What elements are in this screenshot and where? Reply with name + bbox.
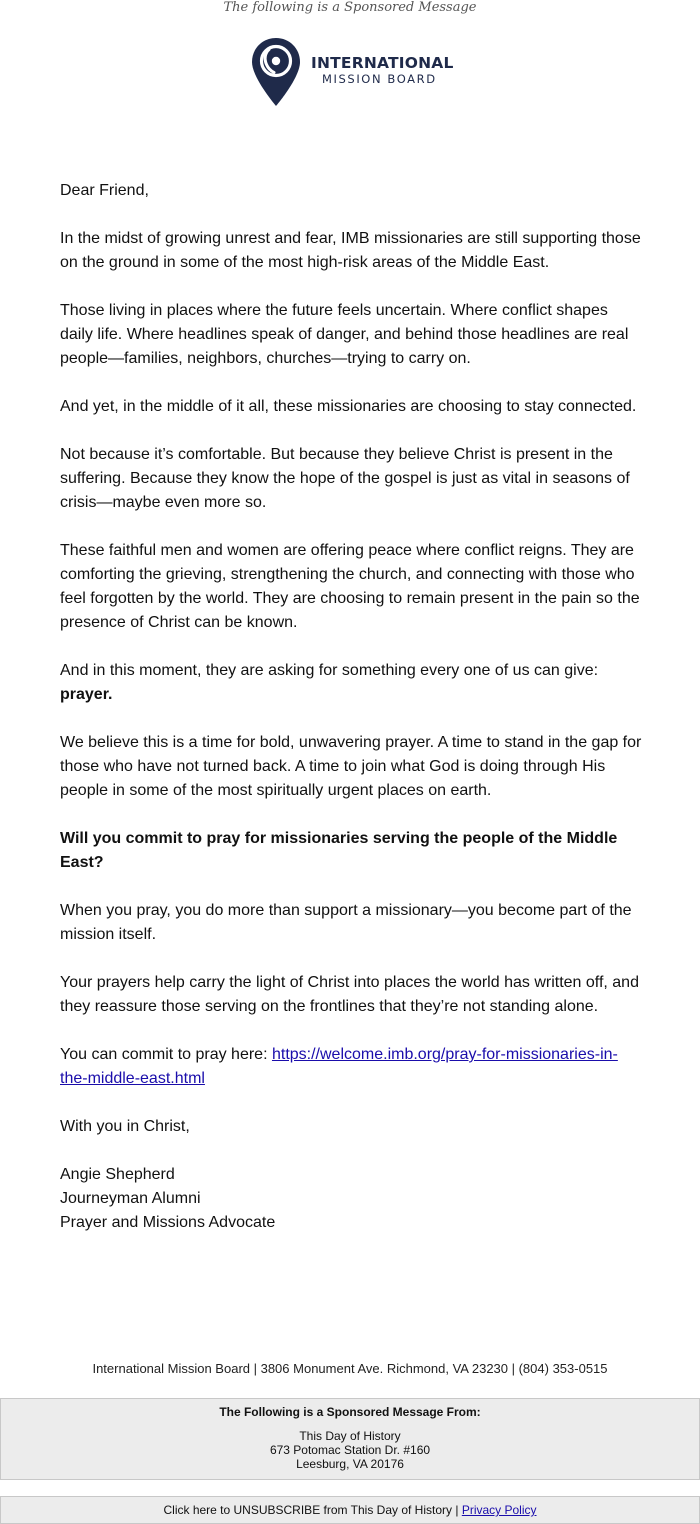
logo-subtitle: MISSION BOARD bbox=[322, 72, 437, 86]
signature-title-2: Prayer and Missions Advocate bbox=[60, 1214, 276, 1231]
sponsor-box bbox=[0, 1398, 700, 1480]
paragraph-6-text: And in this moment, they are asking for something every one of us can give: bbox=[60, 662, 599, 679]
sponsor-name: This Day of History bbox=[299, 1429, 401, 1443]
paragraph-6 bbox=[60, 659, 645, 707]
letter-body bbox=[60, 179, 645, 1235]
sponsor-city: Leesburg, VA 20176 bbox=[296, 1457, 404, 1471]
privacy-policy-link[interactable]: Privacy Policy bbox=[461, 1503, 537, 1517]
sponsored-message-note: The following is a Sponsored Message bbox=[223, 0, 477, 15]
imb-logo[interactable] bbox=[251, 37, 461, 107]
logo-title: INTERNATIONAL bbox=[311, 54, 454, 72]
unsubscribe-bar bbox=[0, 1496, 700, 1524]
paragraph-4: Not because it’s comfortable. But because they believe Christ is present in the suffering. Because they know the hope of the gospel is just as vital in seasons of crisis—maybe even more so. bbox=[60, 446, 630, 511]
paragraph-2: Those living in places where the future feels uncertain. Where conflict shapes daily life. Where headlines speak of danger, and behind those headlines are real people—families, neighbors, churches—trying to carry on. bbox=[60, 302, 629, 367]
prayer-emphasis: prayer. bbox=[60, 686, 113, 703]
call-to-action-question bbox=[60, 827, 645, 875]
question-text: Will you commit to pray for missionaries serving the people of the Middle East? bbox=[60, 830, 618, 871]
greeting: Dear Friend, bbox=[60, 182, 149, 199]
separator: | bbox=[455, 1503, 459, 1517]
signature-block bbox=[60, 1163, 645, 1235]
paragraph-5: These faithful men and women are offering peace where conflict reigns. They are comforting the grieving, strengthening the church, and connecting with those who feel forgotten by the world. They are choosing to remain present in the pain so the presence of Christ can be known. bbox=[60, 542, 640, 631]
signature-name: Angie Shepherd bbox=[60, 1166, 175, 1183]
paragraph-8: When you pray, you do more than support a missionary—you become part of the mission itself. bbox=[60, 902, 632, 943]
sponsor-street: 673 Potomac Station Dr. #160 bbox=[269, 1443, 431, 1457]
sponsor-heading: The Following is a Sponsored Message From: bbox=[219, 1405, 481, 1419]
location-pin-icon bbox=[251, 37, 301, 107]
commit-link[interactable]: https://welcome.imb.org/pray-for-missionaries-in-the-middle-east.html bbox=[60, 1046, 618, 1087]
footer-address: International Mission Board | 3806 Monument Ave. Richmond, VA 23230 | (804) 353-0515 bbox=[92, 1361, 608, 1376]
signature-title-1: Journeyman Alumni bbox=[60, 1190, 201, 1207]
paragraph-9: Your prayers help carry the light of Christ into places the world has written off, and they reassure those serving on the frontlines that they’re not standing alone. bbox=[60, 974, 639, 1015]
paragraph-1: In the midst of growing unrest and fear, IMB missionaries are still supporting those on the ground in some of the most high-risk areas of the Middle East. bbox=[60, 230, 641, 271]
closing: With you in Christ, bbox=[60, 1118, 190, 1135]
paragraph-7: We believe this is a time for bold, unwavering prayer. A time to stand in the gap for those who have not turned back. A time to join what God is doing through His people in some of the most spiritually urgent places on earth. bbox=[60, 734, 642, 799]
commit-paragraph bbox=[60, 1043, 645, 1091]
unsubscribe-link[interactable]: Click here to UNSUBSCRIBE from This Day of History bbox=[163, 1503, 452, 1517]
commit-text: You can commit to pray here: bbox=[60, 1046, 268, 1063]
paragraph-3: And yet, in the middle of it all, these missionaries are choosing to stay connected. bbox=[60, 398, 637, 415]
